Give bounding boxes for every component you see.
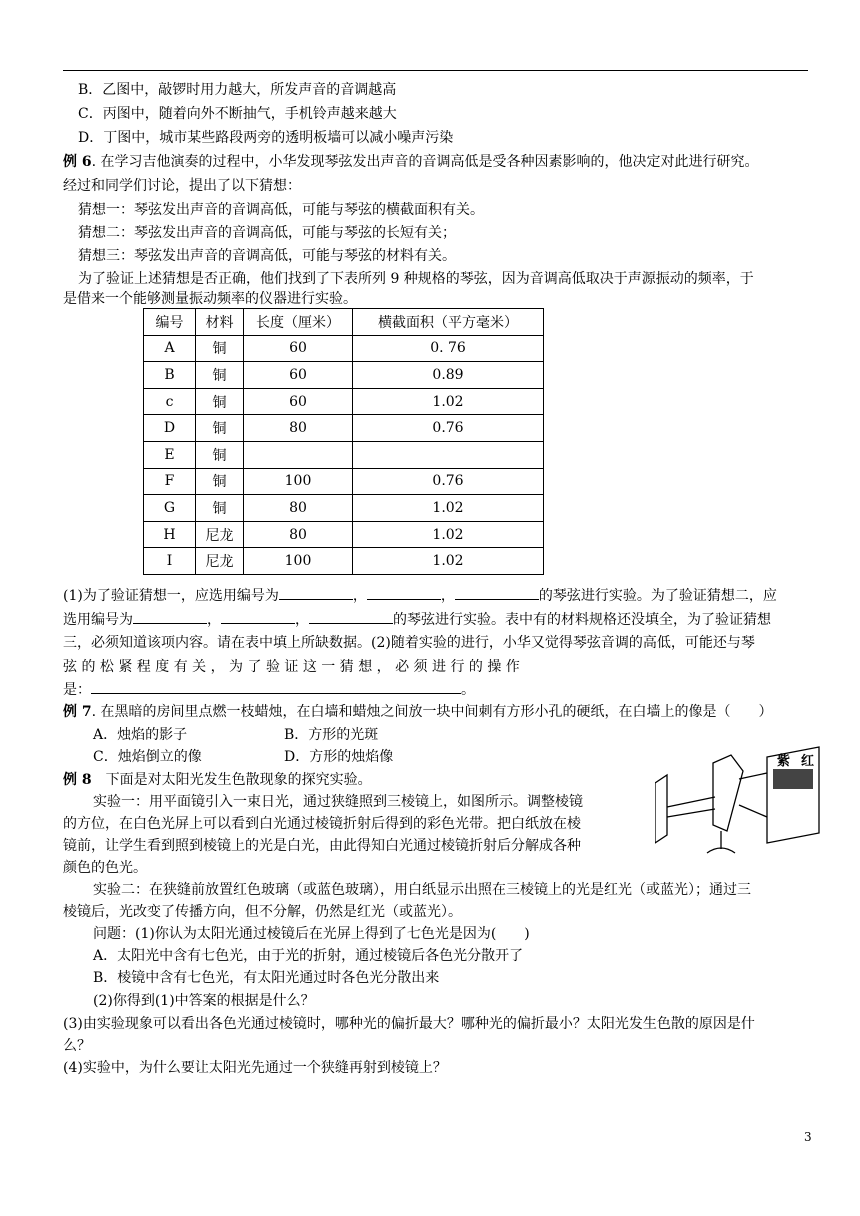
cell-area: 1.02: [353, 548, 544, 575]
cell-id: F: [144, 468, 196, 495]
guess-1: 猜想一：琴弦发出声音的音调高低，可能与琴弦的横截面积有关。: [78, 202, 484, 218]
table-row: [144, 521, 544, 548]
table-row: [144, 468, 544, 495]
q5-end: 。: [461, 682, 475, 698]
table-row: [144, 388, 544, 415]
cell-area: 1.02: [353, 388, 544, 415]
example-7-option-a: A．烛焰的影子: [93, 727, 188, 743]
cell-length: 100: [244, 468, 353, 495]
cell-id: G: [144, 495, 196, 522]
light-beam: [667, 797, 715, 817]
cell-id: H: [144, 521, 196, 548]
question-1-option-b: B．棱镜中含有七色光，有太阳光通过时各色光分散出来: [93, 970, 440, 986]
spectrum-band: [773, 769, 813, 789]
cell-id: E: [144, 441, 196, 468]
cell-material: 铜: [196, 388, 244, 415]
option-d-line: D．丁图中，城市某些路段两旁的透明板墙可以减小噪声污染: [78, 130, 454, 146]
string-spec-table: [143, 308, 544, 575]
option-b-line: B．乙图中，敲锣时用力越大，所发声音的音调越高: [78, 82, 397, 98]
example-8-line: [63, 770, 372, 790]
header-rule: [63, 70, 808, 71]
cell-material: 铜: [196, 468, 244, 495]
experiment-1-line-4: 颜色的色光。: [63, 860, 147, 876]
label-purple: 紫: [777, 754, 791, 769]
header-area: 横截面积（平方毫米）: [353, 309, 544, 336]
answer-blank[interactable]: [221, 609, 295, 624]
example-7-option-c: C．烛焰倒立的像: [93, 749, 202, 765]
example-8-text: 下面是对太阳光发生色散现象的探究实验。: [91, 772, 372, 788]
cell-material: 铜: [196, 495, 244, 522]
cell-material: 铜: [196, 415, 244, 442]
cell-length: 60: [244, 362, 353, 389]
example-7-text: . 在黑暗的房间里点燃一枝蜡烛，在白墙和蜡烛之间放一块中间刺有方形小孔的硬纸，在白墙上的像是（ ）: [91, 704, 773, 720]
example-7-line: [63, 702, 773, 722]
question-line-5: [63, 679, 475, 700]
table-row: [144, 362, 544, 389]
question-line-4: 弦 的 松 紧 程 度 有 关 ， 为 了 验 证 这 一 猜 想 ， 必 须 进 行 的 操 作: [63, 659, 520, 675]
question-line-3: 三，必须知道该项内容。请在表中填上所缺数据。(2)随着实验的进行，小华又觉得琴弦音调的高低，可能还与琴: [63, 635, 755, 651]
cell-area: 0.89: [353, 362, 544, 389]
cell-length: 60: [244, 388, 353, 415]
example-6-line-2: 经过和同学们讨论，提出了以下猜想：: [63, 178, 301, 194]
cell-material: 铜: [196, 441, 244, 468]
q2-sep: ，: [207, 612, 221, 628]
question-4: (4)实验中，为什么要让太阳光先通过一个狭缝再射到棱镜上？: [63, 1060, 447, 1076]
answer-blank[interactable]: [279, 585, 353, 600]
option-c-line: C．丙图中，随着向外不断抽气，手机铃声越来越大: [78, 106, 397, 122]
answer-blank[interactable]: [455, 585, 539, 600]
cell-area: 0. 76: [353, 335, 544, 362]
cell-material: 尼龙: [196, 548, 244, 575]
cell-area: 1.02: [353, 521, 544, 548]
q2-text-a: 选用编号为: [63, 612, 133, 628]
cell-area: 0.76: [353, 415, 544, 442]
question-1: 问题：(1)你认为太阳光通过棱镜后在光屏上得到了七色光是因为( ): [93, 926, 530, 942]
slit-screen: [655, 775, 667, 843]
q1-sep: ，: [352, 588, 367, 604]
example-7-option-b: B．方形的光斑: [284, 727, 379, 743]
question-line-2: [63, 609, 771, 630]
prism: [713, 755, 743, 831]
table-row: [144, 441, 544, 468]
label-red: 红: [801, 754, 815, 769]
example-7-option-d: D．方形的烛焰像: [284, 749, 394, 765]
table-row: [144, 495, 544, 522]
cell-area: 0.76: [353, 468, 544, 495]
answer-blank[interactable]: [367, 585, 441, 600]
cell-length: 60: [244, 335, 353, 362]
prism-stand: [707, 831, 735, 853]
table-row: [144, 548, 544, 575]
example-6-text: . 在学习吉他演奏的过程中，小华发现琴弦发出声音的音调高低是受各种因素影响的，他决定对此进行研究。: [91, 154, 759, 170]
q1-sep: ，: [440, 588, 455, 604]
guess-3: 猜想三：琴弦发出声音的音调高低，可能与琴弦的材料有关。: [78, 248, 456, 264]
verify-line-2: 是借来一个能够测量振动频率的仪器进行实验。: [63, 291, 357, 307]
question-2: (2)你得到(1)中答案的根据是什么？: [93, 993, 315, 1009]
prism-dispersion-figure: [655, 745, 827, 865]
answer-blank[interactable]: [91, 679, 461, 694]
question-line-1: [63, 585, 777, 606]
question-3-line-2: 么？: [63, 1038, 91, 1054]
example-6-label: 例 6: [63, 154, 92, 170]
question-3-line-1: (3)由实验现象可以看出各色光通过棱镜时，哪种光的偏折最大？哪种光的偏折最小？太阳光发生色散的原因是什: [63, 1016, 755, 1032]
table-header-row: [144, 309, 544, 336]
answer-blank[interactable]: [309, 609, 393, 624]
header-material: 材料: [196, 309, 244, 336]
dispersed-beam: [739, 773, 767, 817]
cell-id: c: [144, 388, 196, 415]
cell-id: I: [144, 548, 196, 575]
cell-length: 80: [244, 521, 353, 548]
cell-length-empty: [244, 441, 353, 468]
table-row: [144, 415, 544, 442]
example-6-line-1: [63, 152, 759, 172]
cell-id: B: [144, 362, 196, 389]
q1-text-d: 的琴弦进行实验。为了验证猜想二，应: [538, 588, 777, 604]
q5-text-a: 是：: [63, 682, 91, 698]
cell-area: 1.02: [353, 495, 544, 522]
q2-text-d: 的琴弦进行实验。表中有的材料规格还没填全，为了验证猜想: [393, 612, 771, 628]
cell-material: 铜: [196, 362, 244, 389]
experiment-2-line-1: 实验二：在狭缝前放置红色玻璃（或蓝色玻璃），用白纸显示出照在三棱镜上的光是红光（或蓝光）；通过三: [93, 882, 751, 898]
q1-text-a: (1)为了验证猜想一，应选用编号为: [63, 588, 279, 604]
answer-blank[interactable]: [133, 609, 207, 624]
cell-length: 80: [244, 415, 353, 442]
question-1-option-a: A．太阳光中含有七色光，由于光的折射，通过棱镜后各色光分散开了: [93, 948, 524, 964]
cell-id: A: [144, 335, 196, 362]
example-7-label: 例 7: [63, 704, 92, 720]
cell-area-empty: [353, 441, 544, 468]
experiment-1-line-2: 的方位，在白色光屏上可以看到白光通过棱镜折射后得到的彩色光带。把白纸放在棱: [63, 816, 581, 832]
cell-material: 尼龙: [196, 521, 244, 548]
table-row: [144, 335, 544, 362]
header-id: 编号: [144, 309, 196, 336]
guess-2: 猜想二：琴弦发出声音的音调高低，可能与琴弦的长短有关；: [78, 225, 456, 241]
page-number: 3: [804, 1130, 812, 1144]
experiment-1-line-1: 实验一：用平面镜引入一束日光，通过狭缝照到三棱镜上，如图所示。调整棱镜: [93, 794, 583, 810]
cell-material: 铜: [196, 335, 244, 362]
example-8-label: 例 8: [63, 772, 92, 788]
cell-length: 100: [244, 548, 353, 575]
experiment-1-line-3: 镜前，让学生看到照到棱镜上的光是白光，由此得知白光通过棱镜折射后分解成各种: [63, 838, 581, 854]
cell-length: 80: [244, 495, 353, 522]
experiment-2-line-2: 棱镜后，光改变了传播方向，但不分解，仍然是红光（或蓝光）。: [63, 904, 462, 920]
q2-sep: ，: [295, 612, 309, 628]
verify-line-1: 为了验证上述猜想是否正确，他们找到了下表所列 9 种规格的琴弦，因为音调高低取决于声源振动的频率，于: [78, 271, 754, 287]
cell-id: D: [144, 415, 196, 442]
header-length: 长度（厘米）: [244, 309, 353, 336]
